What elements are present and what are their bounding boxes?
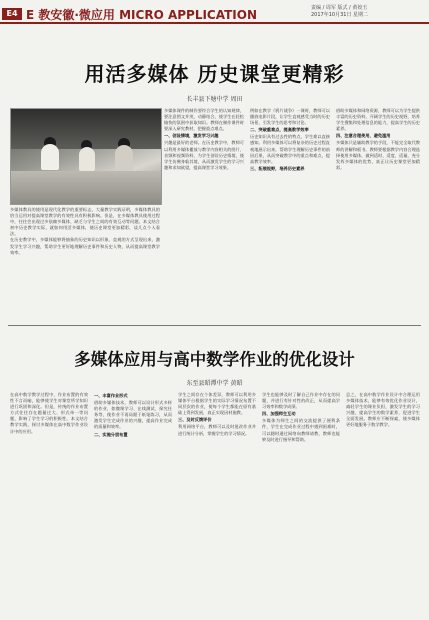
article2-column-1 [10,392,88,610]
subheading: 二、实施分层布置 [94,431,128,437]
article2-column-2 [94,392,172,610]
article2-column-5 [346,392,420,610]
subheading: 一、创设情境，激发学习兴趣 [164,133,219,139]
page-header [0,0,429,34]
paragraph: 在历史教学中，多媒体能够将抽象的历史知识以形象、直观的方式呈现出来，激发学生学习兴趣，帮助学生更好地理解历史事件和历史人物，从而提高课堂教学效率。 [10,237,160,255]
paragraph: 借助多媒体和网络资源，教师可以为学生提供丰富的历史资料，开阔学生的历史视野，培养学生搜集和处理信息的能力，提高学生的历史素养。 [336,108,420,132]
paragraph: 多媒体课件的制作要符合学生的认知规律，要注意图文并茂，动静结合，使学生在轻松愉快的氛围中获取知识。教师在制作课件时要深入研究教材，把握重点难点。 [164,108,244,132]
photo-desk [11,171,161,204]
paragraph: 在高中数学教学过程中，作业布置的有效性不言而喻，能够使学生对课堂所学知识进行巩固和深化。但是，传统的作业布置方式往往存在题量过大、形式单一等问题，影响了学生学习的积极性。本文结合教学实践，探讨多媒体在高中数学作业设计中的应用。 [10,392,88,434]
section-name: E 教安徽·微应用 MICRO APPLICATION [26,8,257,22]
subheading: 三、及时反馈评价 [178,417,212,423]
article2-byline: 东至县昭潭中学 黄昭 [186,380,243,387]
article1-column-1 [10,207,160,312]
article1-title: 用活多媒体 历史课堂更精彩 [84,62,345,86]
subheading: 四、加强师生互动 [262,411,296,417]
article2-title: 多媒体应用与高中数学作业的优化设计 [74,350,355,369]
paragraph: 多媒体为师生之间的交流提供了便利条件，学生在完成作业过程中遇到困难时，可以随时通过网络向教师请教，教师也能够及时进行指导和帮助。 [262,418,340,442]
date-line: 2017年10月31日 星期二 [311,12,369,18]
subheading: 四、注意合理使用，避免滥用 [336,133,391,139]
paragraph: 学生之间存在个体差异，教师可以利用多媒体平台根据学生的实际学习情况布置不同层次的作业，使每个学生都能在原有基础上得到发展，真正实现因材施教。 [178,392,256,416]
subheading: 二、突破重难点，提高教学效率 [250,127,309,133]
article2-column-3 [178,392,256,610]
classroom-photo [10,108,162,205]
paragraph: 历史知识具有过去性的特点，学生难以直接感知。利用多媒体可以将复杂的历史过程直观地展示出来，帮助学生理解历史事件的前因后果，从而突破教学中的重点和难点，提高教学效率。 [250,134,330,164]
article1-column-2 [164,108,244,312]
article1-column-3 [250,108,330,312]
paragraph: 兴趣是最好的老师。在历史教学中，教师可以利用多媒体播放与教学内容相关的图片、音频和视频资料，为学生创设历史情境，使学生仿佛身临其境，从而激发学生的学习兴趣和求知欲望，提高课堂学习效果。 [164,140,244,170]
paragraph: 借助多媒体技术，教师可以设计形式多样的作业，如微课学习、在线测试、探究任务等，使作业不再局限于纸笔练习，从而激发学生完成作业的兴趣，提高作业完成的质量和效率。 [94,400,172,430]
article2-column-4 [262,392,340,610]
article-divider [8,325,421,326]
paragraph: 利用网络平台，教师可以及时批改作业并进行统计分析，掌握学生的学习情况。 [178,424,256,436]
subheading: 三、拓展视野，培养历史素养 [250,165,305,171]
photo-student [41,144,59,170]
article1-byline: 长丰县下塘中学 周田 [186,96,243,103]
header-rule [0,22,429,24]
subheading: 一、丰富作业形式 [94,393,128,398]
article1-column-4 [336,108,420,312]
photo-student [79,147,95,171]
paragraph: 例如在教学《鸦片战争》一课时，教师可以播放电影片段，让学生直观感受当时的历史场景，引发学生的思考和讨论。 [250,108,330,126]
paragraph: 多媒体只是辅助教学的手段，不能完全取代教师的讲解和板书。教师要根据教学内容合理选择使用多媒体，做到适时、适度、适量，充分发挥多媒体的优势，真正让历史课堂更加精彩。 [336,140,420,170]
photo-student [115,145,133,171]
editor-line: 责编 / 周军 版式 / 黄姣玉 [311,5,368,11]
page-number: E4 [2,8,22,20]
paragraph: 总之，在高中数学作业设计中合理运用多媒体技术，能够有效优化作业设计，减轻学生的课业负担，激发学生的学习兴趣，提高学生的数学素养，促进学生全面发展。教师应不断探索，使多媒体更好地服务于数学教学。 [346,392,420,428]
paragraph: 学生也能够及时了解自己作业中存在的问题，并进行有针对性的改正，从而提高学习效率和数学成绩。 [262,392,340,410]
paragraph: 多媒体教具的使用是现代化教学的重要标志，大量教学实践证明，多媒体教具的恰当运用对提高课堂教学的有效性具有积极影响。但是，在多媒体教具使用过程中，往往会出现过多依赖多媒体、缺乏与学生之间的有效互动等问题。本文结合初中历史教学实际，就如何用活多媒体，使历史课堂更加精彩，谈几点个人看法。 [10,207,160,237]
header-meta [311,5,421,19]
